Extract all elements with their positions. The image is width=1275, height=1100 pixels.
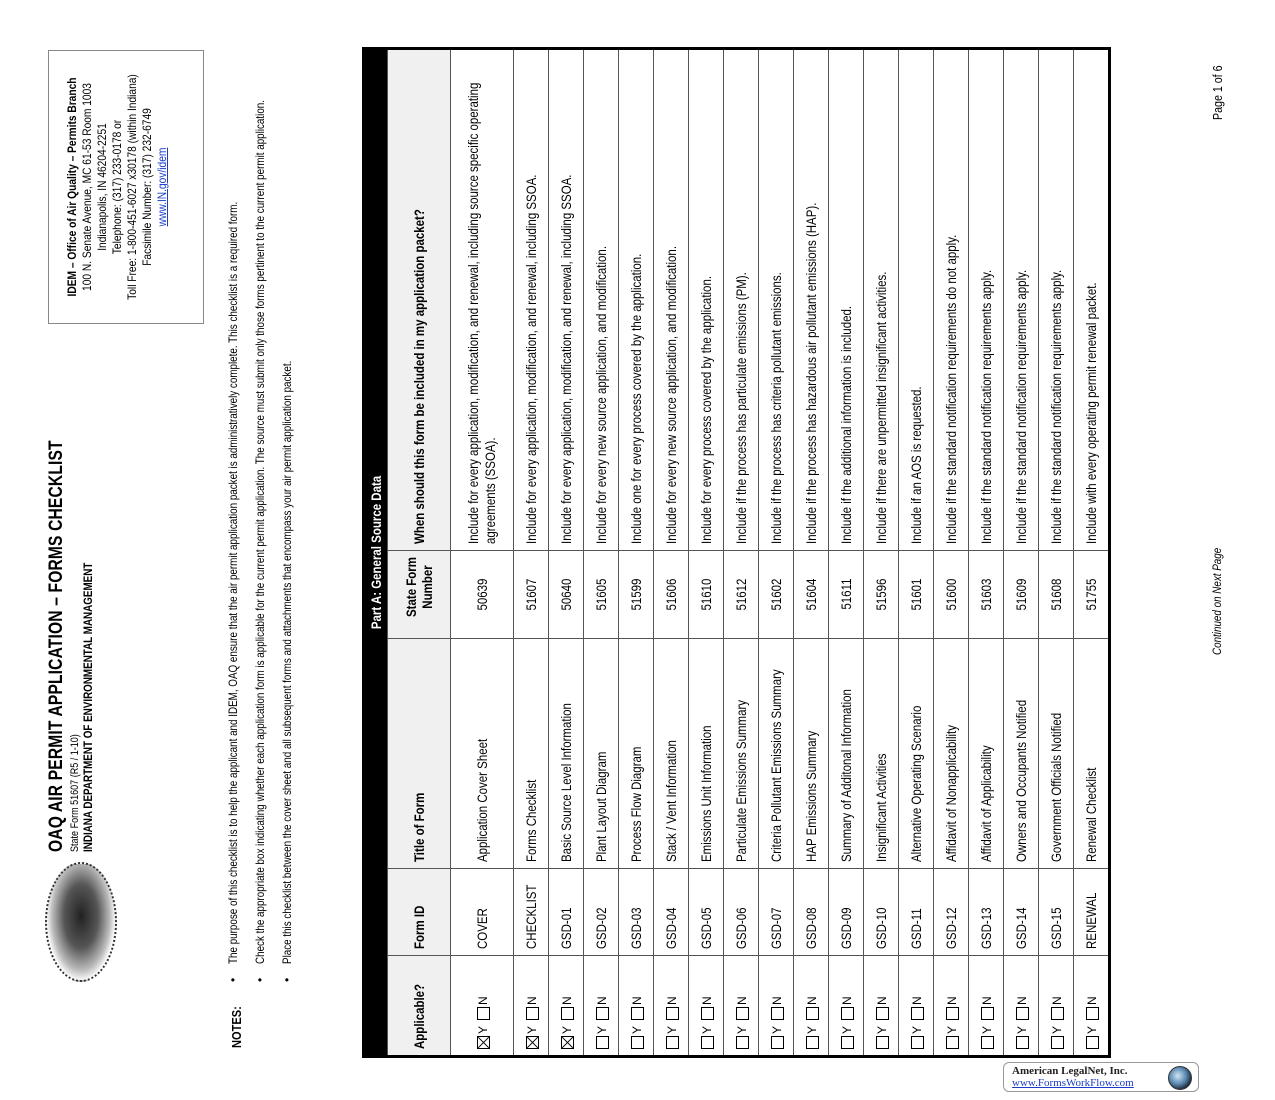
table-row <box>829 48 864 1056</box>
no-label: N <box>525 996 540 1005</box>
yes-label: Y <box>770 1025 785 1034</box>
applicable-cell <box>969 956 1004 1057</box>
when-to-include-cell: Include if there are unpermitted insignificant activities. <box>864 48 899 550</box>
yes-label: Y <box>980 1025 995 1034</box>
form-id-cell: GSD-02 <box>584 869 619 956</box>
when-to-include-cell: Include if the process has criteria pollutant emissions. <box>759 48 794 550</box>
page-title: OAQ AIR PERMIT APPLICATION – FORMS CHECKLIST <box>46 440 67 852</box>
yes-label: Y <box>665 1025 680 1034</box>
state-form-number-cell: 51602 <box>759 551 794 639</box>
applicable-cell <box>619 956 654 1057</box>
state-form-number-cell: 51755 <box>1074 551 1110 639</box>
state-form-number-cell: 51609 <box>1004 551 1039 639</box>
vendor-banner[interactable] <box>1003 1062 1199 1092</box>
no-label: N <box>665 996 680 1005</box>
bullet-icon: • <box>253 977 267 982</box>
continued-note: Continued on Next Page <box>1210 547 1224 655</box>
header <box>46 350 95 852</box>
form-title-cell: Owners and Occupants Notified <box>1004 639 1039 869</box>
no-label: N <box>476 996 491 1005</box>
no-label: N <box>700 996 715 1005</box>
yes-checkbox[interactable] <box>477 1036 490 1049</box>
form-id-cell: GSD-09 <box>829 869 864 956</box>
form-title-cell: Government Officials Notified <box>1039 639 1074 869</box>
form-title-cell: Insignificant Activities <box>864 639 899 869</box>
state-form-number-cell: 51604 <box>794 551 829 639</box>
applicable-cell <box>759 956 794 1057</box>
applicable-cell <box>549 956 584 1057</box>
state-form-number-cell: 51599 <box>619 551 654 639</box>
when-to-include-cell: Include if the process has hazardous air pollutant emissions (HAP). <box>794 48 829 550</box>
state-form-number-cell: 51601 <box>899 551 934 639</box>
applicable-cell <box>451 956 514 1057</box>
applicable-cell <box>1039 956 1074 1057</box>
form-id-cell: GSD-14 <box>1004 869 1039 956</box>
applicable-cell <box>829 956 864 1057</box>
yes-label: Y <box>1050 1025 1065 1034</box>
yes-label: Y <box>700 1025 715 1034</box>
table-row <box>969 48 1004 1056</box>
no-checkbox[interactable] <box>1051 1007 1064 1020</box>
no-checkbox[interactable] <box>946 1007 959 1020</box>
form-title-cell: Emissions Unit Information <box>689 639 724 869</box>
applicable-cell <box>899 956 934 1057</box>
form-id-cell: GSD-08 <box>794 869 829 956</box>
yes-checkbox[interactable] <box>1086 1036 1099 1049</box>
applicable-cell <box>654 956 689 1057</box>
state-form-number-cell: 50639 <box>451 551 514 639</box>
applicable-cell <box>514 956 549 1057</box>
when-to-include-cell: Include if the standard notification requirements apply. <box>1039 48 1074 550</box>
no-checkbox[interactable] <box>806 1007 819 1020</box>
yes-label: Y <box>560 1025 575 1034</box>
no-checkbox[interactable] <box>911 1007 924 1020</box>
form-title-cell: Affidavit of Nonapplicability <box>934 639 969 869</box>
state-form-number-cell: 51611 <box>829 551 864 639</box>
no-checkbox[interactable] <box>631 1007 644 1020</box>
no-checkbox[interactable] <box>561 1007 574 1020</box>
table-row <box>654 48 689 1056</box>
state-form-number-cell: 51610 <box>689 551 724 639</box>
form-title-cell: Plant Layout Diagram <box>584 639 619 869</box>
no-label: N <box>1050 996 1065 1005</box>
state-form-number-cell: 50640 <box>549 551 584 639</box>
form-id-cell: GSD-12 <box>934 869 969 956</box>
yes-checkbox[interactable] <box>701 1036 714 1049</box>
form-title-cell: Process Flow Diagram <box>619 639 654 869</box>
when-to-include-cell: Include for every application, modification, and renewal, including SSOA. <box>549 48 584 550</box>
yes-checkbox[interactable] <box>736 1036 749 1049</box>
vendor-link[interactable]: www.FormsWorkFlow.com <box>1012 1077 1134 1089</box>
form-id-cell: GSD-10 <box>864 869 899 956</box>
yes-label: Y <box>1015 1025 1030 1034</box>
applicable-cell <box>934 956 969 1057</box>
notes-label: NOTES: <box>229 1006 244 1048</box>
when-to-include-cell: Include with every operating permit renewal packet. <box>1074 48 1110 550</box>
table-row <box>451 48 514 1056</box>
table-row <box>899 48 934 1056</box>
no-label: N <box>1015 996 1030 1005</box>
applicable-cell <box>724 956 759 1057</box>
table-row <box>794 48 829 1056</box>
form-id-cell: RENEWAL <box>1074 869 1110 956</box>
no-checkbox[interactable] <box>1016 1007 1029 1020</box>
applicable-cell <box>794 956 829 1057</box>
form-title-cell: Stack / Vent Information <box>654 639 689 869</box>
form-title-cell: Summary of Additonal Information <box>829 639 864 869</box>
vendor-name: American LegalNet, Inc. <box>1012 1065 1128 1077</box>
form-id-cell: GSD-06 <box>724 869 759 956</box>
column-header-applicable: Applicable? <box>388 956 451 1057</box>
table-row <box>1074 48 1110 1056</box>
state-form-number: State Form 51607 (R5 / 1-10) <box>69 734 81 852</box>
no-checkbox[interactable] <box>771 1007 784 1020</box>
contact-info-box <box>48 50 204 324</box>
yes-checkbox[interactable] <box>946 1036 959 1049</box>
no-label: N <box>910 996 925 1005</box>
table-row <box>864 48 899 1056</box>
yes-checkbox[interactable] <box>561 1036 574 1049</box>
no-checkbox[interactable] <box>841 1007 854 1020</box>
no-label: N <box>980 996 995 1005</box>
bullet-icon: • <box>280 977 294 982</box>
contact-title: IDEM – Office of Air Quality – Permits Branch <box>65 77 79 297</box>
contact-toll-free: Toll Free: 1-800-451-6027 x30178 (within Indiana) <box>125 74 139 300</box>
table-row <box>1004 48 1039 1056</box>
no-label: N <box>805 996 820 1005</box>
form-title-cell: Particulate Emissions Summary <box>724 639 759 869</box>
no-label: N <box>735 996 750 1005</box>
when-to-include-cell: Include one for every process covered by the application. <box>619 48 654 550</box>
yes-label: Y <box>735 1025 750 1034</box>
yes-checkbox[interactable] <box>806 1036 819 1049</box>
column-header-state-form-number: State Form Number <box>388 551 451 639</box>
form-id-cell: GSD-05 <box>689 869 724 956</box>
department-name: INDIANA DEPARTMENT OF ENVIRONMENTAL MANAGEMENT <box>81 562 95 852</box>
contact-telephone: Telephone: (317) 233-0178 or <box>110 119 124 255</box>
state-form-number-cell: 51606 <box>654 551 689 639</box>
no-checkbox[interactable] <box>876 1007 889 1020</box>
yes-label: Y <box>525 1025 540 1034</box>
yes-checkbox[interactable] <box>981 1036 994 1049</box>
bullet-icon: • <box>226 977 240 982</box>
table-row <box>934 48 969 1056</box>
contact-address-1: 100 N. Senate Avenue, MC 61-53 Room 1003 <box>80 83 94 291</box>
no-label: N <box>630 996 645 1005</box>
notes-list <box>225 42 306 982</box>
column-header-when: When should this form be included in my application packet? <box>388 48 451 550</box>
state-form-number-cell: 51603 <box>969 551 1004 639</box>
when-to-include-cell: Include if the standard notification requirements apply. <box>1004 48 1039 550</box>
when-to-include-cell: Include for every process covered by the application. <box>689 48 724 550</box>
table-row <box>689 48 724 1056</box>
when-to-include-cell: Include if the standard notification requirements do not apply. <box>934 48 969 550</box>
yes-label: Y <box>945 1025 960 1034</box>
page-number: Page 1 of 6 <box>1210 65 1225 120</box>
yes-checkbox[interactable] <box>1051 1036 1064 1049</box>
form-title-cell: Application Cover Sheet <box>451 639 514 869</box>
section-title: Part A: General Source Data <box>364 48 388 1056</box>
yes-label: Y <box>595 1025 610 1034</box>
when-to-include-cell: Include if the process has particulate emissions (PM). <box>724 48 759 550</box>
no-label: N <box>840 996 855 1005</box>
note-item: • The purpose of this checklist is to help the applicant and IDEM, OAQ ensure that the air permit application packet is administratively complete. This checklist is a required form. <box>226 201 240 982</box>
yes-checkbox[interactable] <box>596 1036 609 1049</box>
form-id-cell: GSD-03 <box>619 869 654 956</box>
applicable-cell <box>1004 956 1039 1057</box>
column-header-form-id: Form ID <box>388 869 451 956</box>
no-label: N <box>560 996 575 1005</box>
table-header-row <box>388 48 451 1056</box>
table-row <box>514 48 549 1056</box>
no-checkbox[interactable] <box>701 1007 714 1020</box>
no-label: N <box>875 996 890 1005</box>
yes-label: Y <box>805 1025 820 1034</box>
form-id-cell: GSD-04 <box>654 869 689 956</box>
table-row <box>759 48 794 1056</box>
note-item: • Place this checklist between the cover sheet and all subsequent forms and attachments that encompass your air permit application packet. <box>280 360 294 982</box>
form-title-cell: Criteria Pollutant Emissions Summary <box>759 639 794 869</box>
no-label: N <box>770 996 785 1005</box>
state-form-number-cell: 51608 <box>1039 551 1074 639</box>
yes-checkbox[interactable] <box>771 1036 784 1049</box>
state-form-number-cell: 51600 <box>934 551 969 639</box>
indiana-state-seal-icon <box>45 862 117 982</box>
table-row <box>549 48 584 1056</box>
contact-fax: Facsimile Number: (317) 232-6749 <box>140 108 154 266</box>
no-checkbox[interactable] <box>477 1007 490 1020</box>
state-form-number-cell: 51605 <box>584 551 619 639</box>
yes-label: Y <box>840 1025 855 1034</box>
table-row <box>1039 48 1074 1056</box>
no-checkbox[interactable] <box>526 1007 539 1020</box>
form-id-cell: GSD-13 <box>969 869 1004 956</box>
when-to-include-cell: Include if the additional information is included. <box>829 48 864 550</box>
form-id-cell: GSD-07 <box>759 869 794 956</box>
no-label: N <box>1085 996 1100 1005</box>
note-item: • Check the appropriate box indicating whether each application form is applicable for the current permit application. The source must submit only those forms pertinent to the current permit application. <box>253 99 267 982</box>
no-label: N <box>945 996 960 1005</box>
when-to-include-cell: Include for every new source application, and modification. <box>654 48 689 550</box>
column-header-title: Title of Form <box>388 639 451 869</box>
applicable-cell <box>584 956 619 1057</box>
yes-checkbox[interactable] <box>841 1036 854 1049</box>
applicable-cell <box>864 956 899 1057</box>
form-id-cell: CHECKLIST <box>514 869 549 956</box>
yes-label: Y <box>875 1025 890 1034</box>
form-title-cell: Affidavit of Applicability <box>969 639 1004 869</box>
no-checkbox[interactable] <box>1086 1007 1099 1020</box>
form-title-cell: Basic Source Level Information <box>549 639 584 869</box>
yes-checkbox[interactable] <box>911 1036 924 1049</box>
when-to-include-cell: Include for every application, modification, and renewal, including source specific operating agreements (SSOA). <box>451 48 514 550</box>
applicable-cell <box>1074 956 1110 1057</box>
form-title-cell: Renewal Checklist <box>1074 639 1110 869</box>
yes-label: Y <box>1085 1025 1100 1034</box>
table-row <box>584 48 619 1056</box>
yes-checkbox[interactable] <box>666 1036 679 1049</box>
yes-label: Y <box>910 1025 925 1034</box>
applicable-cell <box>689 956 724 1057</box>
no-checkbox[interactable] <box>596 1007 609 1020</box>
when-to-include-cell: Include for every new source application, and modification. <box>584 48 619 550</box>
form-title-cell: HAP Emissions Summary <box>794 639 829 869</box>
form-id-cell: GSD-01 <box>549 869 584 956</box>
state-form-number-cell: 51596 <box>864 551 899 639</box>
yes-checkbox[interactable] <box>876 1036 889 1049</box>
forms-checklist-table <box>362 47 1111 1058</box>
table-row <box>724 48 759 1056</box>
form-title-cell: Alternative Operating Scenario <box>899 639 934 869</box>
no-checkbox[interactable] <box>666 1007 679 1020</box>
table-row <box>619 48 654 1056</box>
form-id-cell: COVER <box>451 869 514 956</box>
idem-website-link[interactable]: www.IN.gov/idem <box>155 147 169 227</box>
when-to-include-cell: Include if the standard notification requirements apply. <box>969 48 1004 550</box>
contact-address-2: Indianapolis, IN 46204-2251 <box>95 123 109 251</box>
state-form-number-cell: 51607 <box>514 551 549 639</box>
yes-checkbox[interactable] <box>631 1036 644 1049</box>
globe-logo-icon <box>1168 1066 1192 1090</box>
yes-label: Y <box>630 1025 645 1034</box>
form-id-cell: GSD-11 <box>899 869 934 956</box>
when-to-include-cell: Include if an AOS is requested. <box>899 48 934 550</box>
no-checkbox[interactable] <box>736 1007 749 1020</box>
yes-checkbox[interactable] <box>1016 1036 1029 1049</box>
yes-label: Y <box>476 1025 491 1034</box>
no-label: N <box>595 996 610 1005</box>
state-form-number-cell: 51612 <box>724 551 759 639</box>
no-checkbox[interactable] <box>981 1007 994 1020</box>
yes-checkbox[interactable] <box>526 1036 539 1049</box>
form-id-cell: GSD-15 <box>1039 869 1074 956</box>
when-to-include-cell: Include for every application, modification, and renewal, including SSOA. <box>514 48 549 550</box>
form-title-cell: Forms Checklist <box>514 639 549 869</box>
